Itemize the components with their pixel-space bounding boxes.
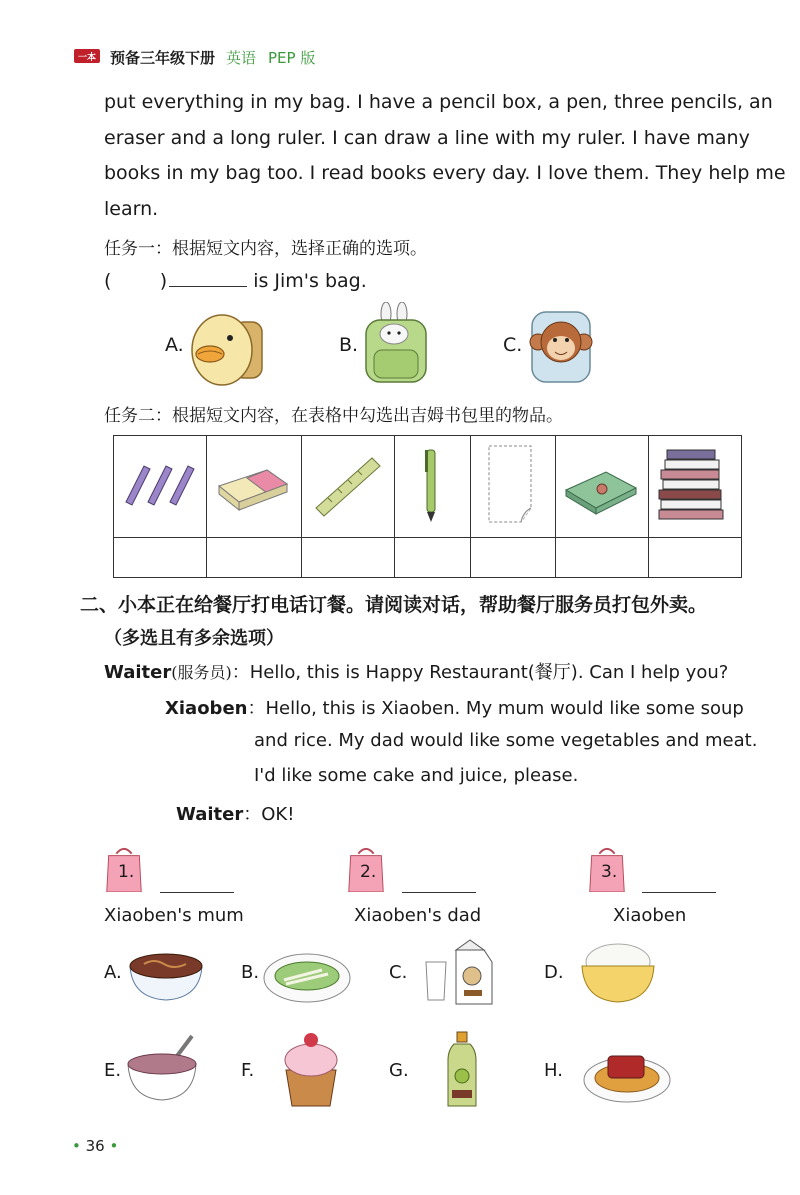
dialogue-line: and rice. My dad would like some vegetables and meat. bbox=[254, 730, 758, 751]
ruler-cell bbox=[302, 436, 395, 538]
pencils-icon bbox=[114, 436, 202, 533]
noodles-bowl-icon[interactable] bbox=[124, 944, 208, 1004]
books-cell bbox=[648, 436, 741, 538]
pencil-box-cell bbox=[555, 436, 648, 538]
section2-title: 二、小本正在给餐厅打电话订餐。请阅读对话，帮助餐厅服务员打包外卖。 bbox=[80, 594, 708, 616]
eraser-cell bbox=[206, 436, 301, 538]
answer-blank[interactable] bbox=[169, 268, 247, 287]
bag-3-answer-blank[interactable] bbox=[642, 891, 716, 893]
passage-line-2: eraser and a long ruler. I can draw a line with my ruler. I have many bbox=[104, 127, 750, 149]
check-cell-eraser[interactable] bbox=[206, 538, 301, 578]
vegetables-plate-icon[interactable] bbox=[262, 946, 352, 1006]
dialogue-line: Hello, this is Xiaoben. My mum would like some soup bbox=[265, 698, 744, 719]
juice-bottle-icon[interactable] bbox=[442, 1030, 482, 1110]
speaker-waiter-cn: (服务员) bbox=[171, 663, 232, 682]
bag-1-answer-blank[interactable] bbox=[160, 891, 234, 893]
speaker-colon: ： bbox=[243, 804, 262, 825]
bag-2-label: Xiaoben's dad bbox=[354, 905, 482, 926]
dialogue-waiter-2 bbox=[176, 800, 294, 826]
book-title: 预备三年级下册 bbox=[110, 49, 216, 67]
passage-line-1: put everything in my bag. I have a pencil box, a pen, three pencils, an bbox=[104, 91, 773, 113]
speaker-colon: ： bbox=[231, 662, 250, 683]
cake-icon[interactable] bbox=[276, 1026, 346, 1110]
monkey-backpack-icon[interactable] bbox=[524, 302, 600, 386]
option-a-label[interactable]: A. bbox=[165, 334, 184, 356]
food-d-label[interactable]: D. bbox=[544, 962, 564, 983]
duck-backpack-icon[interactable] bbox=[188, 302, 268, 388]
ruler-icon bbox=[302, 436, 390, 533]
bag-2-number: 2. bbox=[360, 862, 377, 882]
pen-icon bbox=[395, 436, 467, 533]
paper-cell bbox=[471, 436, 556, 538]
speaker-xiaoben: Xiaoben bbox=[165, 698, 248, 719]
food-c-label[interactable]: C. bbox=[389, 962, 408, 983]
passage-line-3: books in my bag too. I read books every day. I love them. They help me bbox=[104, 162, 786, 184]
dot-icon: • bbox=[72, 1137, 81, 1155]
rice-bowl-icon[interactable] bbox=[578, 936, 658, 1006]
soup-bowl-icon[interactable] bbox=[124, 1032, 200, 1104]
check-cell-ruler[interactable] bbox=[302, 538, 395, 578]
brand-logo bbox=[74, 49, 100, 63]
meat-plate-icon[interactable] bbox=[582, 1040, 672, 1106]
passage-line-4: learn. bbox=[104, 198, 159, 220]
items-table bbox=[113, 435, 742, 578]
check-cell-pencils[interactable] bbox=[114, 538, 207, 578]
milk-icon[interactable] bbox=[420, 938, 504, 1010]
pencils-cell bbox=[114, 436, 207, 538]
dialogue-line: Hello, this is Happy Restaurant(餐厅). Can I help you? bbox=[249, 662, 729, 683]
eraser-icon bbox=[207, 436, 297, 533]
brand-logo-text: 一本 bbox=[77, 52, 96, 63]
bag-2-answer-blank[interactable] bbox=[402, 891, 476, 893]
speaker-waiter: Waiter bbox=[104, 662, 172, 683]
food-a-label[interactable]: A. bbox=[104, 962, 122, 983]
page-number-text: 36 bbox=[85, 1137, 105, 1155]
dialogue-line: OK! bbox=[261, 804, 295, 825]
question-text: is Jim's bag. bbox=[247, 270, 367, 292]
task1-question bbox=[104, 268, 367, 293]
edition-label: PEP 版 bbox=[268, 49, 316, 67]
speaker-colon: ： bbox=[247, 698, 266, 719]
books-icon bbox=[649, 436, 737, 533]
answer-paren[interactable]: ( ) bbox=[104, 270, 168, 292]
bag-3-number: 3. bbox=[601, 862, 618, 882]
page-number bbox=[72, 1137, 118, 1155]
check-cell-books[interactable] bbox=[648, 538, 741, 578]
option-b-label[interactable]: B. bbox=[339, 334, 359, 356]
check-cell-pen[interactable] bbox=[395, 538, 471, 578]
pen-cell bbox=[395, 436, 471, 538]
paper-icon bbox=[471, 436, 551, 533]
rabbit-backpack-icon[interactable] bbox=[360, 302, 436, 386]
check-cell-paper[interactable] bbox=[471, 538, 556, 578]
check-cell-pencil-box[interactable] bbox=[555, 538, 648, 578]
task1-instruction: 任务一：根据短文内容，选择正确的选项。 bbox=[104, 239, 427, 259]
food-g-label[interactable]: G. bbox=[389, 1060, 409, 1081]
dialogue-xiaoben bbox=[165, 694, 744, 720]
food-f-label[interactable]: F. bbox=[241, 1060, 255, 1081]
pencil-box-icon bbox=[556, 436, 644, 533]
food-h-label[interactable]: H. bbox=[544, 1060, 563, 1081]
dialogue-waiter-1 bbox=[104, 658, 728, 684]
food-e-label[interactable]: E. bbox=[104, 1060, 122, 1081]
subject-label: 英语 bbox=[226, 49, 257, 67]
bag-3-label: Xiaoben bbox=[613, 905, 687, 926]
task2-instruction: 任务二：根据短文内容，在表格中勾选出吉姆书包里的物品。 bbox=[104, 406, 563, 426]
section2-note: （多选且有多余选项） bbox=[104, 628, 284, 649]
bag-1-label: Xiaoben's mum bbox=[104, 905, 244, 926]
dialogue-line: I'd like some cake and juice, please. bbox=[254, 765, 579, 786]
option-c-label[interactable]: C. bbox=[503, 334, 523, 356]
bag-1-number: 1. bbox=[118, 862, 135, 882]
dot-icon: • bbox=[109, 1137, 119, 1155]
speaker-waiter: Waiter bbox=[176, 804, 244, 825]
food-b-label[interactable]: B. bbox=[241, 962, 260, 983]
